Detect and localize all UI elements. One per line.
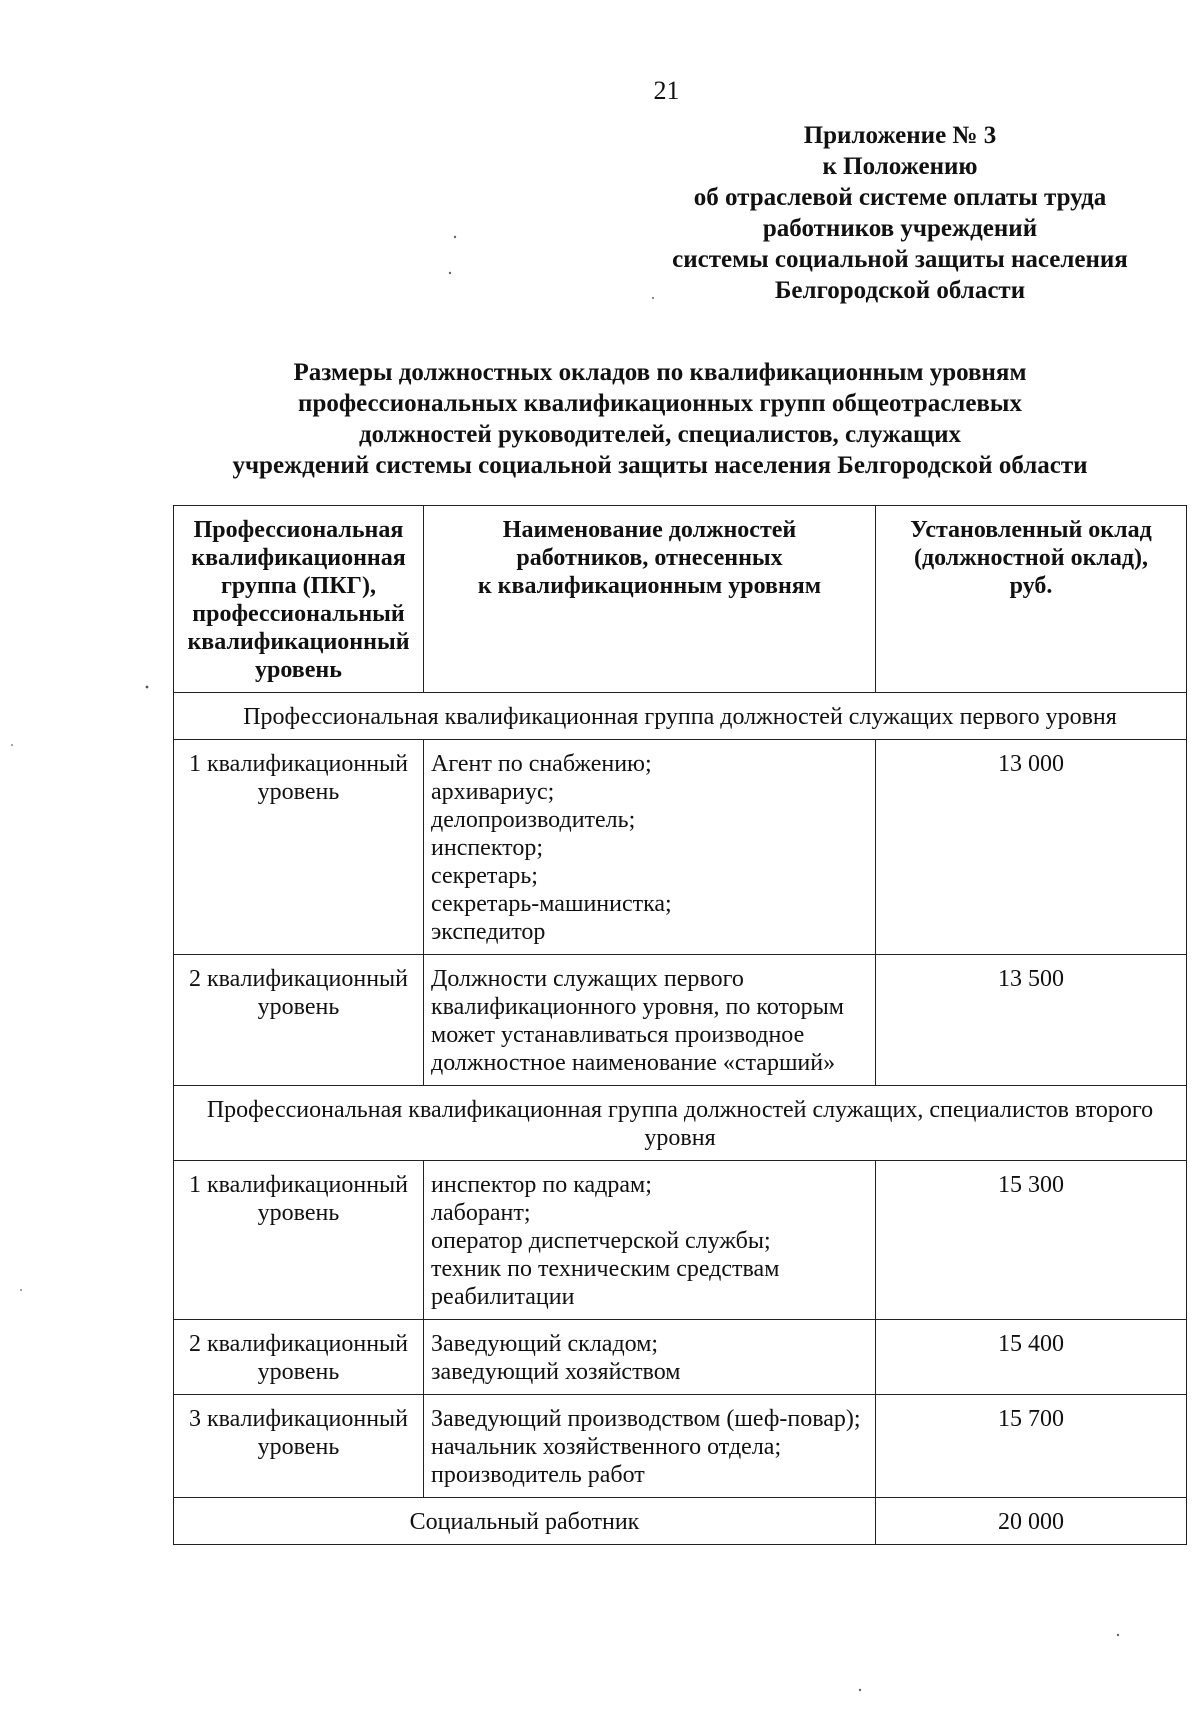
annex-line: системы социальной защиты населения — [672, 246, 1128, 273]
header-positions — [424, 506, 876, 693]
table-row — [174, 740, 1187, 955]
annex-header — [600, 120, 1200, 306]
header-pkg-level — [174, 506, 424, 693]
speck — [1117, 1634, 1119, 1636]
annex-line: Белгородской области — [774, 277, 1026, 304]
group-title-row — [174, 693, 1187, 740]
speck — [859, 1689, 861, 1691]
group-title-text: Профессиональная квалификационная группа должностей служащих, специалистов второго уровня — [206, 1097, 1154, 1151]
title-line: должностей руководителей, специалистов, служащих — [358, 421, 961, 448]
position-item: может устанавливаться производное — [431, 1022, 805, 1048]
position-item: архивариус; — [431, 779, 555, 805]
position-item: техник по техническим средствам — [431, 1256, 780, 1282]
table-row — [174, 1320, 1187, 1395]
page-number: 21 — [653, 76, 680, 105]
salary-cell: 15 300 — [876, 1161, 1187, 1320]
header-text: профессиональный — [192, 601, 405, 627]
position-item: оператор диспетчерской службы; — [431, 1228, 771, 1254]
position-item: Заведующий складом; — [431, 1331, 659, 1357]
position-item: секретарь-машинистка; — [431, 891, 672, 917]
level-text: 1 квалификационный — [188, 1172, 409, 1198]
annex-line: Приложение № 3 — [803, 122, 997, 149]
social-worker-name: Социальный работник — [174, 1498, 876, 1545]
table-row — [174, 955, 1187, 1086]
speck — [20, 1289, 22, 1291]
level-text: уровень — [257, 1434, 340, 1460]
title-line: учреждений системы социальной защиты населения Белгородской области — [232, 452, 1088, 479]
level-cell — [174, 1161, 424, 1320]
level-text: 2 квалификационный — [188, 1331, 409, 1357]
header-text: (должностной оклад), — [913, 545, 1149, 571]
annex-line: работников учреждений — [762, 215, 1038, 242]
salary-cell: 15 400 — [876, 1320, 1187, 1395]
header-text: квалификационный — [187, 629, 410, 655]
level-text: 1 квалификационный — [188, 751, 409, 777]
position-item: начальник хозяйственного отдела; — [431, 1434, 782, 1460]
speck — [11, 744, 13, 746]
level-text: уровень — [257, 1359, 340, 1385]
social-worker-row — [174, 1498, 1187, 1545]
position-item: Заведующий производством (шеф-повар); — [431, 1406, 861, 1432]
header-text: работников, отнесенных — [516, 545, 783, 571]
header-text: руб. — [1009, 573, 1053, 599]
speck — [449, 272, 451, 274]
position-item: инспектор по кадрам; — [431, 1172, 652, 1198]
position-item: производитель работ — [431, 1462, 645, 1488]
level-cell — [174, 1395, 424, 1498]
position-item: делопроизводитель; — [431, 807, 636, 833]
salary-cell: 20 000 — [876, 1498, 1187, 1545]
annex-line: к Положению — [822, 153, 978, 180]
level-text: уровень — [257, 994, 340, 1020]
level-text: 3 квалификационный — [188, 1406, 409, 1432]
position-item: Должности служащих первого — [431, 966, 744, 992]
annex-line: об отраслевой системе оплаты труда — [693, 184, 1107, 211]
positions-cell — [424, 740, 876, 955]
header-text: группа (ПКГ), — [221, 573, 376, 599]
level-cell — [174, 1320, 424, 1395]
level-cell — [174, 955, 424, 1086]
position-item: реабилитации — [431, 1284, 575, 1310]
table-row — [174, 1395, 1187, 1498]
table-row — [174, 1161, 1187, 1320]
position-item: заведующий хозяйством — [431, 1359, 681, 1385]
level-cell — [174, 740, 424, 955]
level-text: уровень — [257, 779, 340, 805]
salary-cell: 13 000 — [876, 740, 1187, 955]
positions-cell — [424, 955, 876, 1086]
position-item: должностное наименование «старший» — [431, 1050, 836, 1076]
level-text: уровень — [257, 1200, 340, 1226]
salary-table — [173, 505, 1187, 1545]
positions-cell — [424, 1320, 876, 1395]
position-item: секретарь; — [431, 863, 538, 889]
salary-cell: 13 500 — [876, 955, 1187, 1086]
position-item: лаборант; — [431, 1200, 531, 1226]
position-item: инспектор; — [431, 835, 544, 861]
header-text: уровень — [255, 657, 342, 683]
position-item: квалификационного уровня, по которым — [431, 994, 844, 1020]
title-line: Размеры должностных окладов по квалификационным уровням — [293, 359, 1027, 386]
level-text: 2 квалификационный — [188, 966, 409, 992]
header-text: Наименование должностей — [502, 517, 797, 543]
table-header-row — [174, 506, 1187, 693]
header-salary — [876, 506, 1187, 693]
salary-cell: 15 700 — [876, 1395, 1187, 1498]
speck — [454, 236, 456, 238]
speck — [146, 686, 149, 689]
document-title — [160, 357, 1160, 481]
header-text: Установленный оклад — [910, 517, 1152, 543]
group-title — [174, 693, 1187, 740]
header-text: Профессиональная — [193, 517, 404, 543]
header-text: к квалификационным уровням — [477, 573, 822, 599]
group-title — [174, 1086, 1187, 1161]
positions-cell — [424, 1395, 876, 1498]
header-text: квалификационная — [191, 545, 406, 571]
position-item: Агент по снабжению; — [431, 751, 652, 777]
title-line: профессиональных квалификационных групп общеотраслевых — [298, 390, 1022, 417]
position-item: экспедитор — [431, 919, 546, 945]
positions-cell — [424, 1161, 876, 1320]
group-title-text: Профессиональная квалификационная группа должностей служащих первого уровня — [243, 704, 1117, 730]
group-title-row — [174, 1086, 1187, 1161]
